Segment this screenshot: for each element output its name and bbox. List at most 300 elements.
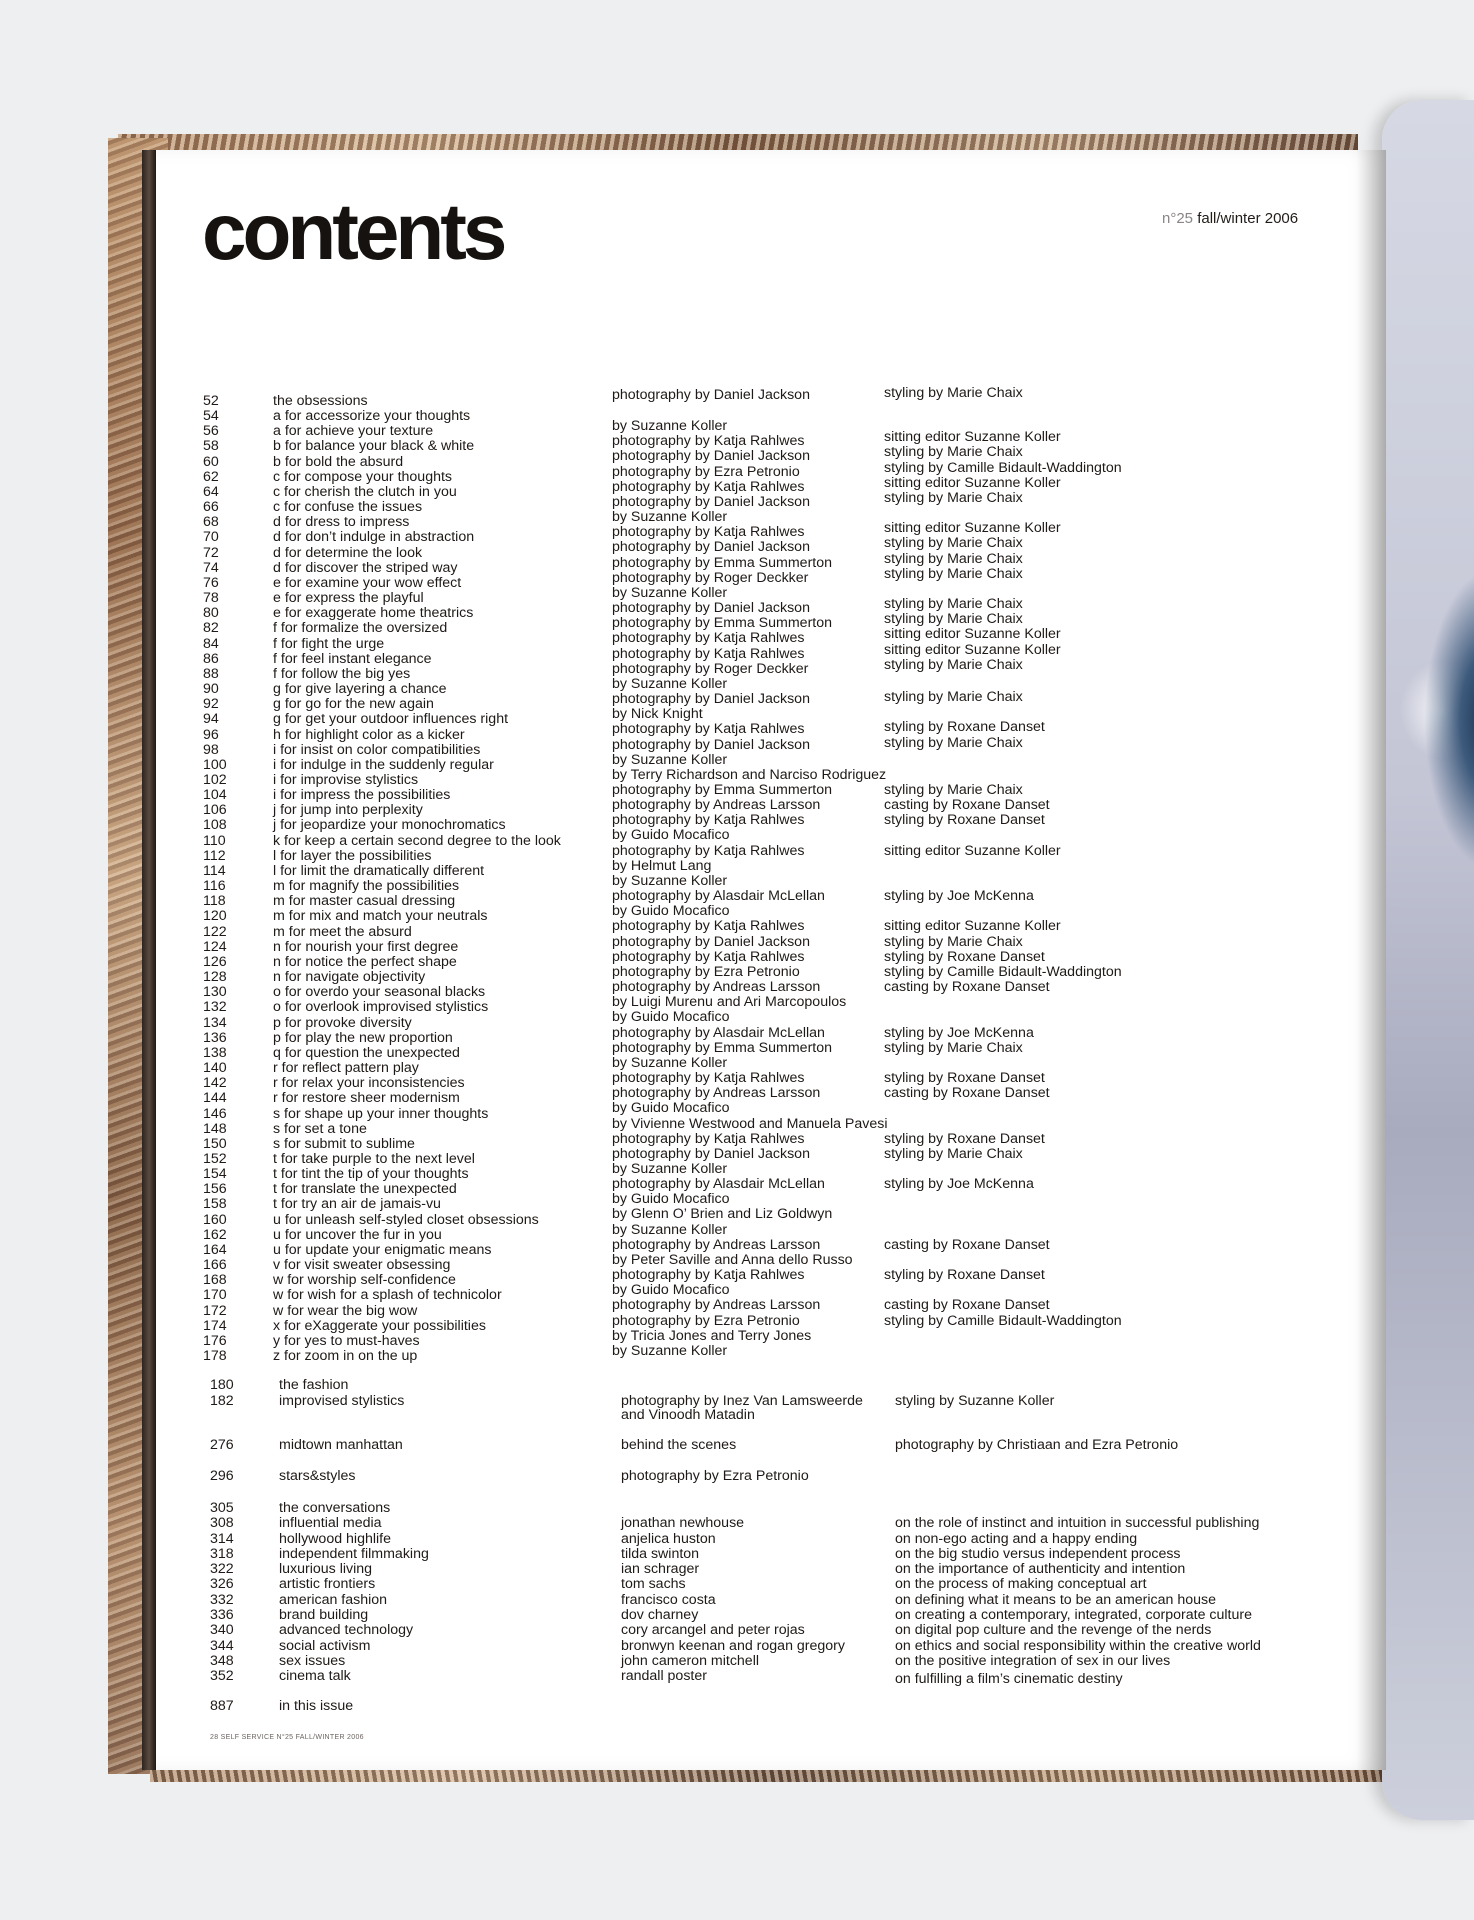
toc-entry-title: g for get your outdoor influences right [273,711,509,727]
toc-entry [0,1348,1474,1364]
toc-page-number: 176 [203,1333,227,1349]
toc-entry [0,1607,1474,1623]
toc-entry-credit: anjelica huston [621,1531,716,1547]
toc-entry-title: stars&styles [279,1468,356,1484]
toc-entry-title: a for achieve your texture [273,423,434,439]
toc-page-number: 164 [203,1242,227,1258]
toc-page-number: 114 [203,863,226,879]
toc-entry [0,1407,1474,1423]
toc-entry-credit: photography by Daniel Jackson [612,448,810,464]
toc-entry-credit: photography by Daniel Jackson [612,600,810,616]
toc-entry-styling: styling by Marie Chaix [884,444,1023,460]
toc-entry-styling: on the role of instinct and intuition in successful publishing [895,1515,1260,1531]
toc-page-number: 154 [203,1166,227,1182]
toc-entry-credit: photography by Daniel Jackson [612,539,810,555]
toc-entry-credit: photography by Katja Rahlwes [612,918,805,934]
toc-page-number: 124 [203,939,227,955]
toc-page-number: 156 [203,1181,227,1197]
toc-entry-styling: sitting editor Suzanne Koller [884,843,1061,859]
toc-entry-credit: by Suzanne Koller [612,585,728,601]
toc-entry-title: t for tint the tip of your thoughts [273,1166,469,1182]
toc-entry-styling: sitting editor Suzanne Koller [884,626,1061,642]
toc-entry-credit: by Guido Mocafico [612,1191,730,1207]
toc-entry-credit: photography by Roger Deckker [612,661,809,677]
toc-entry-title: the conversations [279,1500,391,1516]
toc-page-number: 86 [203,651,219,667]
toc-entry-credit: tilda swinton [621,1546,700,1562]
toc-entry-credit: by Suzanne Koller [612,1055,728,1071]
toc-page-number: 76 [203,575,219,591]
toc-entry-title: m for master casual dressing [273,893,456,909]
toc-entry-credit: by Terry Richardson and Narciso Rodriguez [612,767,887,783]
toc-entry [0,1437,1474,1453]
toc-page-number: 130 [203,984,227,1000]
toc-entry-title: e for exaggerate home theatrics [273,605,474,621]
toc-entry-credit: photography by Alasdair McLellan [612,888,825,904]
toc-entry-credit: photography by Emma Summerton [612,1040,833,1056]
toc-page-number: 102 [203,772,227,788]
toc-entry-credit: photography by Katja Rahlwes [612,1131,805,1147]
toc-entry-title: j for jeopardize your monochromatics [273,817,506,833]
toc-entry-credit: jonathan newhouse [621,1515,745,1531]
toc-entry-credit: by Suzanne Koller [612,752,728,768]
toc-entry-title: q for question the unexpected [273,1045,460,1061]
toc-entry-title: social activism [279,1638,371,1654]
toc-entry-styling: on the process of making conceptual art [895,1576,1147,1592]
toc-entry-title: r for reflect pattern play [273,1060,419,1076]
toc-entry-title: e for express the playful [273,590,424,606]
toc-entry-title: b for bold the absurd [273,454,404,470]
toc-page-number: 60 [203,454,219,470]
toc-entry-credit: photography by Alasdair McLellan [612,1176,825,1192]
toc-entry-credit: by Nick Knight [612,706,703,722]
toc-entry-styling: casting by Roxane Danset [884,1297,1050,1313]
toc-entry-credit: cory arcangel and peter rojas [621,1622,805,1638]
toc-entry-title: c for confuse the issues [273,499,423,515]
toc-entry-credit: by Guido Mocafico [612,827,730,843]
toc-page-number: 172 [203,1303,227,1319]
toc-entry-title: i for improvise stylistics [273,772,419,788]
toc-entry-styling: casting by Roxane Danset [884,979,1050,995]
toc-entry-styling: styling by Marie Chaix [884,782,1023,798]
toc-entry-styling: casting by Roxane Danset [884,1085,1050,1101]
toc-entry-title: american fashion [279,1592,388,1608]
toc-page-number: 106 [203,802,227,818]
toc-entry-title: advanced technology [279,1622,414,1638]
toc-entry-credit: by Suzanne Koller [612,676,728,692]
toc-page-number: 170 [203,1287,227,1303]
toc-entry-title: j for jump into perplexity [273,802,423,818]
issue-number: n°25 [1162,210,1194,227]
toc-entry-title: f for feel instant elegance [273,651,432,667]
toc-entry-credit: photography by Katja Rahlwes [612,949,805,965]
toc-entry-styling: sitting editor Suzanne Koller [884,429,1061,445]
toc-entry-title: f for follow the big yes [273,666,411,682]
toc-entry-credit: photography by Daniel Jackson [612,737,810,753]
toc-entry-credit: by Suzanne Koller [612,509,728,525]
toc-page-number: 326 [210,1576,234,1592]
toc-entry-credit: photography by Ezra Petronio [621,1468,809,1484]
toc-entry-styling: styling by Marie Chaix [884,689,1023,705]
toc-entry-credit: photography by Andreas Larsson [612,979,821,995]
toc-entry-title: f for fight the urge [273,636,385,652]
toc-entry-credit: photography by Andreas Larsson [612,1085,821,1101]
toc-entry-credit: by Guido Mocafico [612,903,730,919]
toc-entry-styling: casting by Roxane Danset [884,797,1050,813]
toc-page-number: 352 [210,1668,234,1684]
toc-page-number: 314 [210,1531,234,1547]
toc-entry-credit: by Tricia Jones and Terry Jones [612,1328,812,1344]
toc-page-number: 162 [203,1227,227,1243]
toc-entry-styling: on the importance of authenticity and intention [895,1561,1186,1577]
issue-season: fall/winter 2006 [1197,210,1299,227]
toc-page-number: 112 [203,848,226,864]
toc-entry-title: i for insist on color compatibilities [273,742,481,758]
toc-entry-title: h for highlight color as a kicker [273,727,465,743]
toc-page-number: 94 [203,711,219,727]
toc-entry-title: g for go for the new again [273,696,434,712]
toc-entry-title: p for play the new proportion [273,1030,453,1046]
toc-entry-styling: styling by Joe McKenna [884,888,1034,904]
toc-entry-styling: styling by Joe McKenna [884,1176,1034,1192]
toc-page-number: 132 [203,999,227,1015]
toc-entry-title: r for restore sheer modernism [273,1090,460,1106]
toc-entry-credit: by Suzanne Koller [612,1222,728,1238]
toc-page-number: 110 [203,833,226,849]
toc-page-number: 78 [203,590,219,606]
toc-entry-title: n for notice the perfect shape [273,954,457,970]
toc-entry-styling: on the positive integration of sex in our lives [895,1653,1171,1669]
toc-entry [0,1638,1474,1654]
toc-entry-title: l for layer the possibilities [273,848,432,864]
toc-entry-credit: by Glenn O’ Brien and Liz Goldwyn [612,1206,833,1222]
toc-page-number: 138 [203,1045,227,1061]
toc-page-number: 80 [203,605,219,621]
toc-entry-title: a for accessorize your thoughts [273,408,471,424]
toc-entry-title: i for impress the possibilities [273,787,451,803]
toc-entry-title: luxurious living [279,1561,373,1577]
toc-entry [0,1622,1474,1638]
toc-entry-styling: casting by Roxane Danset [884,1237,1050,1253]
toc-entry-styling: sitting editor Suzanne Koller [884,642,1061,658]
toc-entry-title: sex issues [279,1653,346,1669]
toc-page-number: 64 [203,484,219,500]
toc-entry-title: r for relax your inconsistencies [273,1075,465,1091]
toc-entry-styling: styling by Marie Chaix [884,1040,1023,1056]
toc-entry-styling: sitting editor Suzanne Koller [884,520,1061,536]
toc-page-number: 54 [203,408,219,424]
toc-entry-styling: on digital pop culture and the revenge of the nerds [895,1622,1212,1638]
toc-entry-credit: photography by Daniel Jackson [612,387,810,403]
toc-entry [0,385,1474,409]
toc-page-number: 344 [210,1638,234,1654]
toc-entry-credit: bronwyn keenan and rogan gregory [621,1638,846,1654]
toc-page-number: 348 [210,1653,234,1669]
toc-entry-title: u for unleash self-styled closet obsessions [273,1212,539,1228]
toc-entry-title: d for don’t indulge in abstraction [273,529,475,545]
toc-entry-styling: on defining what it means to be an american house [895,1592,1216,1608]
toc-page-number: 128 [203,969,227,985]
toc-entry-title: hollywood highlife [279,1531,391,1547]
toc-entry-title: u for uncover the fur in you [273,1227,442,1243]
toc-entry-title: n for navigate objectivity [273,969,426,985]
toc-entry-title: d for discover the striped way [273,560,458,576]
toc-page-number: 104 [203,787,227,803]
toc-page-number: 122 [203,924,227,940]
toc-page-number: 178 [203,1348,227,1364]
page-title: contents [202,187,504,276]
toc-entry-credit: by Suzanne Koller [612,1161,728,1177]
toc-page-number: 296 [210,1468,234,1484]
toc-entry-title: improvised stylistics [279,1393,405,1409]
toc-entry-styling: styling by Camille Bidault-Waddington [884,460,1122,476]
toc-entry-title: u for update your enigmatic means [273,1242,492,1258]
toc-page-number: 134 [203,1015,227,1031]
toc-entry-title: midtown manhattan [279,1437,403,1453]
toc-entry [0,1653,1474,1669]
toc-page-number: 56 [203,423,219,439]
toc-page-number: 887 [210,1698,234,1714]
toc-entry-title: k for keep a certain second degree to the look [273,833,561,849]
toc-entry-credit: photography by Katja Rahlwes [612,479,805,495]
toc-entry [0,1592,1474,1608]
toc-entry-title: g for give layering a chance [273,681,447,697]
toc-page-number: 96 [203,727,219,743]
toc-page-number: 144 [203,1090,227,1106]
toc-entry-credit: photography by Katja Rahlwes [612,843,805,859]
toc-page-number: 340 [210,1622,234,1638]
toc-entry-styling: styling by Marie Chaix [884,566,1023,582]
toc-entry-title: in this issue [279,1698,354,1714]
toc-entry-styling: styling by Marie Chaix [884,596,1023,612]
toc-page-number: 88 [203,666,219,682]
toc-entry [0,1531,1474,1547]
toc-page-number: 308 [210,1515,234,1531]
toc-page-number: 118 [203,893,226,909]
toc-entry-credit: photography by Katja Rahlwes [612,646,805,662]
toc-entry [0,1377,1474,1393]
toc-page-number: 98 [203,742,219,758]
toc-entry-title: d for determine the look [273,545,423,561]
toc-entry [0,1500,1474,1516]
toc-entry-credit: photography by Daniel Jackson [612,494,810,510]
toc-entry-credit: francisco costa [621,1592,716,1608]
toc-entry-credit: photography by Ezra Petronio [612,464,800,480]
toc-page-number: 146 [203,1106,227,1122]
toc-entry-credit: photography by Emma Summerton [612,615,833,631]
toc-page-number: 70 [203,529,219,545]
toc-entry-credit: by Suzanne Koller [612,873,728,889]
toc-entry-styling: photography by Christiaan and Ezra Petronio [895,1437,1179,1453]
toc-entry-title: c for compose your thoughts [273,469,453,485]
toc-entry-credit: photography by Katja Rahlwes [612,1267,805,1283]
toc-page-number: 148 [203,1121,227,1137]
toc-page-number: 182 [210,1393,234,1409]
toc-entry-credit: by Peter Saville and Anna dello Russo [612,1252,853,1268]
toc-entry-styling: styling by Roxane Danset [884,1267,1045,1283]
toc-entry-title: t for translate the unexpected [273,1181,457,1197]
toc-entry-credit: photography by Katja Rahlwes [612,433,805,449]
toc-entry [0,1515,1474,1531]
toc-entry-credit: photography by Daniel Jackson [612,691,810,707]
toc-entry-styling: styling by Camille Bidault-Waddington [884,1313,1122,1329]
toc-entry-title: i for indulge in the suddenly regular [273,757,494,773]
toc-page-number: 305 [210,1500,234,1516]
toc-page-number: 58 [203,438,219,454]
toc-entry [0,1561,1474,1577]
toc-entry-title: artistic frontiers [279,1576,376,1592]
toc-page-number: 140 [203,1060,227,1076]
toc-entry-credit: photography by Katja Rahlwes [612,721,805,737]
toc-entry-credit: photography by Katja Rahlwes [612,630,805,646]
toc-entry-credit: photography by Andreas Larsson [612,1297,821,1313]
toc-page-number: 136 [203,1030,227,1046]
toc-entry-title: t for take purple to the next level [273,1151,475,1167]
toc-entry-title: s for set a tone [273,1121,367,1137]
toc-entry-title: w for worship self-confidence [273,1272,456,1288]
toc-entry-title: s for submit to sublime [273,1136,415,1152]
toc-entry-credit: photography by Roger Deckker [612,570,809,586]
toc-entry-styling: styling by Camille Bidault-Waddington [884,964,1122,980]
toc-page-number: 180 [210,1377,234,1393]
toc-entry-styling: styling by Marie Chaix [884,490,1023,506]
toc-entry-title: v for visit sweater obsessing [273,1257,451,1273]
toc-page-number: 332 [210,1592,234,1608]
toc-entry-title: m for mix and match your neutrals [273,908,488,924]
toc-page-number: 150 [203,1136,227,1152]
toc-entry [0,1576,1474,1592]
toc-page-number: 152 [203,1151,227,1167]
toc-entry-credit: randall poster [621,1668,707,1684]
toc-entry-credit: photography by Katja Rahlwes [612,524,805,540]
toc-entry-styling: styling by Roxane Danset [884,949,1045,965]
toc-entry-title: b for balance your black & white [273,438,475,454]
toc-page-number: 318 [210,1546,234,1562]
toc-page-number: 52 [203,393,219,409]
toc-entry-credit: by Suzanne Koller [612,418,728,434]
toc-entry-credit: photography by Ezra Petronio [612,1313,800,1329]
toc-entry-credit: and Vinoodh Matadin [621,1407,755,1423]
toc-entry-title: s for shape up your inner thoughts [273,1106,489,1122]
toc-page-number: 336 [210,1607,234,1623]
toc-entry-title: n for nourish your first degree [273,939,459,955]
toc-page-number: 142 [203,1075,227,1091]
toc-page-number: 66 [203,499,219,515]
toc-entry-credit: photography by Daniel Jackson [612,1146,810,1162]
toc-entry-title: e for examine your wow effect [273,575,462,591]
toc-entry-styling: sitting editor Suzanne Koller [884,918,1061,934]
toc-entry-title: z for zoom in on the up [273,1348,418,1364]
toc-page-number: 72 [203,545,219,561]
toc-entry-title: m for meet the absurd [273,924,412,940]
toc-entry-title: m for magnify the possibilities [273,878,460,894]
toc-entry-title: independent filmmaking [279,1546,429,1562]
toc-entry-styling: on creating a contemporary, integrated, corporate culture [895,1607,1252,1623]
toc-page-number: 90 [203,681,219,697]
toc-page-number: 68 [203,514,219,530]
toc-page-number: 74 [203,560,219,576]
toc-entry-styling: styling by Roxane Danset [884,1131,1045,1147]
toc-entry-styling: styling by Marie Chaix [884,551,1023,567]
toc-page-number: 168 [203,1272,227,1288]
toc-entry-credit: photography by Ezra Petronio [612,964,800,980]
toc-entry-styling: styling by Roxane Danset [884,719,1045,735]
toc-entry-title: l for limit the dramatically different [273,863,485,879]
page-footer: 28 SELF SERVICE N°25 FALL/WINTER 2006 [210,1734,364,1741]
toc-entry-title: x for eXaggerate your possibilities [273,1318,486,1334]
toc-entry-credit: photography by Katja Rahlwes [612,1070,805,1086]
toc-entry-styling: styling by Marie Chaix [884,735,1023,751]
toc-page-number: 62 [203,469,219,485]
toc-page-number: 126 [203,954,227,970]
toc-entry-title: o for overdo your seasonal blacks [273,984,486,1000]
toc-entry-credit: photography by Daniel Jackson [612,934,810,950]
toc-entry-title: p for provoke diversity [273,1015,412,1031]
toc-entry [0,1546,1474,1562]
toc-entry-styling: on non-ego acting and a happy ending [895,1531,1138,1547]
toc-entry-credit: by Helmut Lang [612,858,712,874]
toc-entry-styling: styling by Marie Chaix [884,385,1023,401]
toc-entry-styling: styling by Suzanne Koller [895,1393,1055,1409]
toc-entry-credit: by Guido Mocafico [612,1282,730,1298]
toc-entry-styling: on ethics and social responsibility within the creative world [895,1638,1261,1654]
toc-entry [0,1668,1474,1687]
toc-page-number: 108 [203,817,227,833]
toc-entry-title: t for try an air de jamais-vu [273,1196,441,1212]
toc-entry-styling: styling by Joe McKenna [884,1025,1034,1041]
toc-entry-title: brand building [279,1607,369,1623]
toc-entry-styling: on the big studio versus independent process [895,1546,1181,1562]
toc-page-number: 158 [203,1196,227,1212]
toc-entry-credit: photography by Katja Rahlwes [612,812,805,828]
toc-entry-credit: by Suzanne Koller [612,1343,728,1359]
toc-entry-credit: photography by Andreas Larsson [612,797,821,813]
toc-page-number: 100 [203,757,227,773]
toc-entry-title: the obsessions [273,393,368,409]
toc-entry-styling: styling by Roxane Danset [884,1070,1045,1086]
toc-entry-title: y for yes to must-haves [273,1333,420,1349]
toc-entry-styling: on fulfilling a film’s cinematic destiny [895,1671,1123,1687]
toc-entry-styling: sitting editor Suzanne Koller [884,475,1061,491]
toc-entry-credit: photography by Emma Summerton [612,555,833,571]
toc-entry-styling: styling by Marie Chaix [884,1146,1023,1162]
toc-page-number: 276 [210,1437,234,1453]
toc-page-number: 166 [203,1257,227,1273]
toc-entry-credit: dov charney [621,1607,699,1623]
toc-entry-title: c for cherish the clutch in you [273,484,457,500]
toc-entry-credit: by Guido Mocafico [612,1009,730,1025]
toc-entry-title: w for wear the big wow [273,1303,418,1319]
toc-entry-styling: styling by Roxane Danset [884,812,1045,828]
toc-page-number: 120 [203,908,227,924]
toc-page-number: 82 [203,620,219,636]
toc-entry [0,1468,1474,1484]
toc-entry-title: w for wish for a splash of technicolor [273,1287,502,1303]
toc-entry-credit: photography by Andreas Larsson [612,1237,821,1253]
toc-entry-styling: styling by Marie Chaix [884,535,1023,551]
toc-page-number: 160 [203,1212,227,1228]
toc-entry-credit: by Vivienne Westwood and Manuela Pavesi [612,1116,888,1132]
toc-entry-credit: tom sachs [621,1576,686,1592]
toc-entry-title: influential media [279,1515,382,1531]
toc-entry-credit: photography by Inez Van Lamsweerde [621,1393,863,1409]
toc-entry-credit: ian schrager [621,1561,700,1577]
toc-entry-styling: styling by Marie Chaix [884,934,1023,950]
toc-entry-credit: by Guido Mocafico [612,1100,730,1116]
toc-entry-title: the fashion [279,1377,349,1393]
toc-entry-title: d for dress to impress [273,514,410,530]
toc-page-number: 92 [203,696,219,712]
